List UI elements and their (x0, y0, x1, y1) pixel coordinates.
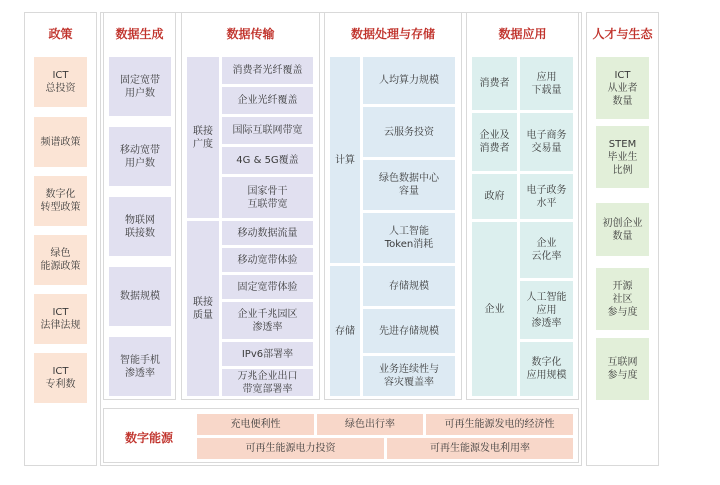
application-item-ai-penetration: 人工智能 应用 渗透率 (520, 281, 573, 339)
energy-item-renewable-investment: 可再生能源电力投资 (197, 438, 384, 459)
talent-item-ict-workers: ICT 从业者 数量 (596, 57, 649, 119)
generation-title: 数据生成 (115, 27, 164, 41)
processing-group-compute-label: 计算 (330, 57, 360, 263)
transmission-item-4g5g-coverage: 4G & 5G覆盖 (222, 147, 313, 174)
processing-group-storage-label: 存储 (330, 266, 360, 396)
application-group-business-consumer-label: 企业及 消费者 (472, 113, 517, 171)
talent-item-internet-participation: 互联网 参与度 (596, 338, 649, 400)
transmission-item-consumer-fiber: 消费者光纤覆盖 (222, 57, 313, 84)
talent-item-stem-graduates: STEM 毕业生 比例 (596, 126, 649, 188)
application-panel (466, 12, 579, 400)
transmission-item-10g-egress: 万兆企业出口 带宽部署率 (222, 369, 313, 396)
energy-item-green-travel: 绿色出行率 (317, 414, 423, 435)
policy-item-ict-investment: ICT 总投资 (34, 57, 87, 107)
energy-item-renewable-utilization: 可再生能源发电利用率 (387, 438, 573, 459)
transmission-item-enterprise-fiber: 企业光纤覆盖 (222, 87, 313, 114)
processing-title: 数据处理与存储 (350, 27, 435, 41)
processing-item-advanced-storage: 先进存储规模 (363, 309, 455, 353)
application-group-enterprise-label: 企业 (472, 222, 517, 396)
talent-item-open-source: 开源 社区 参与度 (596, 268, 649, 330)
generation-item-iot: 物联网 联接数 (109, 197, 171, 256)
transmission-group-breadth-label: 联接 广度 (187, 57, 219, 218)
transmission-title: 数据传输 (226, 27, 275, 41)
processing-item-per-capita-compute: 人均算力规模 (363, 57, 455, 104)
generation-item-data-scale: 数据规模 (109, 267, 171, 326)
transmission-item-intl-bandwidth: 国际互联网带宽 (222, 117, 313, 144)
generation-item-smartphone: 智能手机 渗透率 (109, 337, 171, 396)
transmission-item-ipv6: IPv6部署率 (222, 342, 313, 366)
policy-title: 政策 (48, 27, 73, 41)
energy-item-renewable-economics: 可再生能源发电的经济性 (426, 414, 573, 435)
application-item-digital-scale: 数字化 应用规模 (520, 342, 573, 396)
generation-item-mobile-broadband: 移动宽带 用户数 (109, 127, 171, 186)
transmission-item-mobile-traffic: 移动数据流量 (222, 221, 313, 245)
processing-item-green-datacenter: 绿色数据中心 容量 (363, 160, 455, 210)
transmission-item-backbone: 国家骨干 互联带宽 (222, 177, 313, 218)
policy-item-ict-law: ICT 法律法规 (34, 294, 87, 344)
transmission-item-mobile-experience: 移动宽带体验 (222, 248, 313, 272)
talent-item-startups: 初创企业 数量 (596, 203, 649, 256)
energy-item-charging: 充电便利性 (197, 414, 314, 435)
application-item-app-downloads: 应用 下载量 (520, 57, 573, 110)
application-title: 数据应用 (498, 27, 547, 41)
energy-title: 数字能源 (124, 431, 173, 445)
processing-item-cloud-investment: 云服务投资 (363, 107, 455, 157)
processing-item-ai-token: 人工智能 Token消耗 (363, 213, 455, 263)
transmission-item-gigabit-campus: 企业千兆园区 渗透率 (222, 302, 313, 339)
processing-item-continuity: 业务连续性与 容灾覆盖率 (363, 356, 455, 396)
policy-item-spectrum: 频谱政策 (34, 117, 87, 167)
application-item-enterprise-cloud: 企业 云化率 (520, 222, 573, 278)
policy-item-green-energy: 绿色 能源政策 (34, 235, 87, 285)
transmission-panel (181, 12, 320, 400)
application-item-ecommerce: 电子商务 交易量 (520, 113, 573, 171)
application-group-consumer-label: 消费者 (472, 57, 517, 110)
generation-item-fixed-broadband: 固定宽带 用户数 (109, 57, 171, 116)
transmission-group-quality-label: 联接 质量 (187, 221, 219, 396)
application-item-egovernment: 电子政务 水平 (520, 174, 573, 219)
energy-panel (103, 408, 579, 463)
processing-item-storage-scale: 存储规模 (363, 266, 455, 306)
policy-item-ict-patents: ICT 专利数 (34, 353, 87, 403)
policy-panel (24, 12, 97, 466)
application-group-government-label: 政府 (472, 174, 517, 219)
processing-panel (324, 12, 462, 400)
policy-item-digital-transformation: 数字化 转型政策 (34, 176, 87, 226)
talent-panel (586, 12, 659, 466)
talent-title: 人才与生态 (592, 27, 653, 41)
transmission-item-fixed-experience: 固定宽带体验 (222, 275, 313, 299)
generation-panel (103, 12, 176, 400)
